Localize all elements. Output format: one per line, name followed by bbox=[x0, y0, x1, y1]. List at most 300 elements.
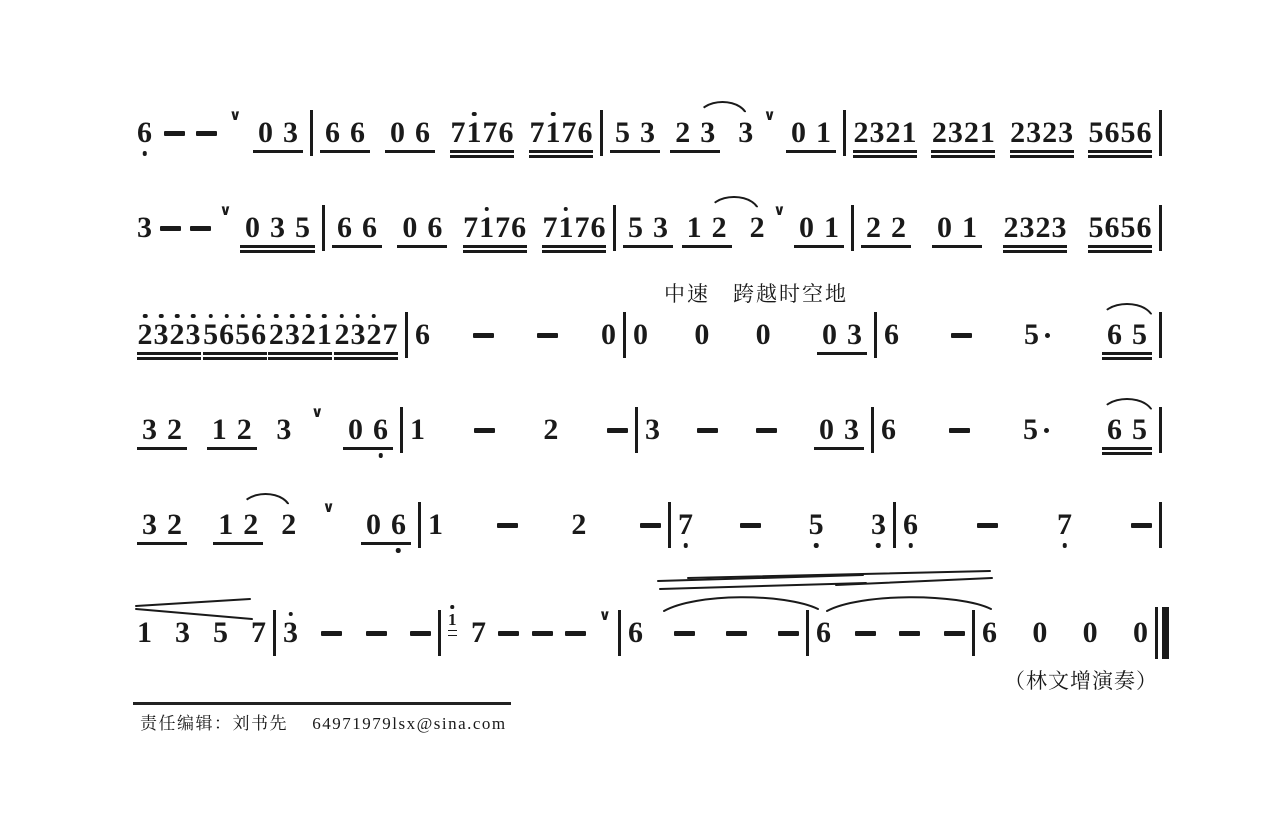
digit-group bbox=[213, 510, 263, 540]
beam-underline bbox=[861, 245, 911, 248]
digit: 1 bbox=[686, 211, 702, 244]
measure bbox=[603, 102, 843, 164]
note bbox=[343, 415, 393, 445]
digit: 6 bbox=[251, 320, 266, 350]
grace-note bbox=[448, 611, 457, 628]
note bbox=[410, 415, 425, 445]
duration-dash bbox=[498, 631, 519, 636]
duration-dash bbox=[537, 333, 558, 338]
note bbox=[428, 510, 443, 540]
note bbox=[137, 618, 152, 648]
note bbox=[816, 618, 831, 648]
duration-dash bbox=[756, 428, 777, 433]
note bbox=[633, 320, 648, 350]
beam-underline bbox=[931, 150, 995, 153]
beam-underline bbox=[1003, 250, 1067, 253]
digit: 3 bbox=[653, 211, 668, 244]
duration-dash bbox=[366, 631, 387, 636]
digit: 0 bbox=[818, 413, 834, 446]
digit: 3 bbox=[871, 510, 886, 540]
final-barline-thin bbox=[1155, 607, 1158, 659]
digit: 7 bbox=[574, 211, 590, 244]
digit-group bbox=[268, 320, 332, 350]
digit-group bbox=[809, 510, 824, 540]
barline bbox=[1159, 407, 1162, 453]
note bbox=[932, 213, 982, 243]
digit: 5 bbox=[1088, 211, 1104, 244]
note bbox=[253, 118, 303, 148]
digit: 0 bbox=[694, 318, 710, 351]
digit: 2 bbox=[269, 320, 284, 350]
beam-underline bbox=[1102, 447, 1152, 450]
note bbox=[601, 320, 616, 350]
digit: 1 bbox=[901, 116, 917, 149]
note bbox=[738, 118, 753, 148]
digit: 3 bbox=[1026, 116, 1042, 149]
digit: 6 bbox=[391, 510, 406, 540]
beam-underline bbox=[542, 250, 606, 253]
breath-mark: ∨ bbox=[322, 498, 335, 516]
digit: 0 bbox=[1082, 616, 1098, 649]
digit: 5 bbox=[809, 510, 824, 540]
note bbox=[794, 213, 844, 243]
digit: 3 bbox=[947, 116, 963, 149]
octave-dot-above bbox=[224, 314, 229, 319]
digit: 1 bbox=[558, 213, 573, 243]
octave-dot-above bbox=[372, 314, 377, 319]
beam-underline bbox=[529, 155, 593, 158]
digit-group bbox=[415, 320, 430, 350]
digit: 1 bbox=[410, 413, 425, 446]
digit-group bbox=[283, 618, 298, 648]
digit: 3 bbox=[186, 320, 201, 350]
digit: 0 bbox=[790, 116, 806, 149]
beam-underline bbox=[682, 245, 732, 248]
octave-dot-above bbox=[191, 314, 196, 319]
octave-dot-below bbox=[396, 548, 401, 553]
note bbox=[450, 118, 514, 148]
note bbox=[610, 118, 660, 148]
digit: 0 bbox=[821, 318, 837, 351]
beam-underline bbox=[1088, 150, 1152, 153]
beam-underline bbox=[670, 150, 720, 153]
duration-dash bbox=[607, 428, 628, 433]
digit: 6 bbox=[373, 415, 388, 445]
beam-underline bbox=[610, 150, 660, 153]
digit-group bbox=[623, 213, 673, 243]
digit: 3 bbox=[142, 508, 157, 541]
digit: 2 bbox=[931, 116, 947, 149]
tie-group bbox=[682, 213, 765, 243]
duration-dash bbox=[951, 333, 972, 338]
digit: 7 bbox=[1057, 510, 1072, 540]
note bbox=[415, 320, 430, 350]
digit: 5 bbox=[203, 320, 218, 350]
breath-mark: ∨ bbox=[219, 201, 232, 219]
digit: 3 bbox=[283, 116, 298, 149]
digit-group bbox=[1102, 415, 1152, 445]
beam-underline bbox=[463, 245, 527, 248]
digit: 6 bbox=[982, 616, 997, 649]
digit-group bbox=[645, 415, 660, 445]
digit: 5 bbox=[1120, 211, 1136, 244]
beam-underline bbox=[385, 150, 435, 153]
note bbox=[1102, 415, 1152, 445]
octave-dot-above bbox=[322, 314, 327, 319]
note bbox=[268, 320, 332, 350]
beam-underline bbox=[814, 447, 864, 450]
digit: 0 bbox=[798, 211, 814, 244]
breath-mark: ∨ bbox=[311, 403, 324, 421]
digit: 2 bbox=[138, 320, 153, 350]
digit: 7 bbox=[529, 116, 545, 149]
score-line bbox=[130, 602, 1155, 664]
digit-group bbox=[361, 510, 411, 540]
digit: 0 bbox=[937, 211, 952, 244]
beam-underline bbox=[542, 245, 606, 248]
note bbox=[529, 118, 593, 148]
beam-underline bbox=[334, 352, 398, 355]
beam-underline bbox=[361, 542, 411, 545]
measure bbox=[626, 283, 874, 366]
duration-dash bbox=[1131, 523, 1152, 528]
digit: 7 bbox=[678, 510, 693, 540]
digit: 2 bbox=[334, 320, 349, 350]
beam-underline bbox=[450, 150, 514, 153]
digit-group bbox=[628, 618, 643, 648]
duration-dash bbox=[944, 631, 965, 636]
beam-underline bbox=[137, 542, 187, 545]
beam-underline bbox=[463, 250, 527, 253]
note bbox=[809, 510, 824, 540]
breath-mark: ∨ bbox=[763, 106, 776, 124]
digit-group bbox=[471, 618, 486, 648]
digit-group bbox=[385, 118, 435, 148]
digit: 3 bbox=[640, 116, 655, 149]
octave-dot-above bbox=[551, 112, 556, 117]
digit: 0 bbox=[755, 318, 771, 351]
digit: 6 bbox=[903, 510, 918, 540]
digit-group bbox=[1083, 618, 1098, 648]
duration-dash bbox=[697, 428, 718, 433]
note bbox=[1088, 118, 1152, 148]
digit: 7 bbox=[561, 116, 577, 149]
duration-dash bbox=[160, 226, 181, 231]
digit: 3 bbox=[283, 618, 298, 648]
digit-group bbox=[320, 118, 370, 148]
digit: 2 bbox=[1003, 211, 1019, 244]
digit: 6 bbox=[350, 116, 365, 149]
digit-group bbox=[450, 118, 514, 148]
note bbox=[213, 618, 228, 648]
beam-underline bbox=[1102, 357, 1152, 360]
digit: 6 bbox=[362, 211, 377, 244]
duration-dash bbox=[740, 523, 761, 528]
digit: 2 bbox=[711, 211, 727, 244]
octave-dot-above bbox=[472, 112, 477, 117]
note bbox=[385, 118, 435, 148]
digit-group bbox=[137, 510, 187, 540]
digit: 2 bbox=[866, 211, 881, 244]
digit: 0 bbox=[1032, 616, 1048, 649]
digit: 3 bbox=[846, 318, 862, 351]
digit: 3 bbox=[270, 211, 285, 244]
digit: 6 bbox=[1104, 211, 1120, 244]
digit: 5 bbox=[295, 211, 310, 244]
digit: 0 bbox=[258, 116, 273, 149]
beam-underline bbox=[334, 357, 398, 360]
augmentation-dot bbox=[1044, 428, 1049, 433]
note bbox=[334, 320, 398, 350]
beam-underline bbox=[268, 352, 332, 355]
digit-group bbox=[428, 510, 443, 540]
score-line bbox=[130, 102, 1155, 164]
beam-underline bbox=[320, 150, 370, 153]
digit: 2 bbox=[1010, 116, 1026, 149]
digit: 2 bbox=[543, 413, 559, 446]
note bbox=[786, 118, 836, 148]
measure bbox=[130, 304, 405, 366]
digit: 6 bbox=[219, 320, 234, 350]
digit-group bbox=[756, 320, 771, 350]
breath-mark: ∨ bbox=[229, 106, 242, 124]
duration-dash bbox=[726, 631, 747, 636]
digit-group bbox=[982, 618, 997, 648]
digit-group bbox=[397, 213, 447, 243]
measure bbox=[130, 494, 418, 556]
note bbox=[463, 213, 527, 243]
digit-group bbox=[213, 618, 228, 648]
octave-dot-above bbox=[356, 314, 361, 319]
duration-dash bbox=[190, 226, 211, 231]
note bbox=[1010, 118, 1074, 148]
beam-underline bbox=[213, 542, 263, 545]
digit-group bbox=[1102, 320, 1152, 350]
digit: 5 bbox=[615, 116, 630, 149]
measure bbox=[325, 197, 613, 259]
measure bbox=[809, 602, 972, 664]
beam-underline bbox=[448, 635, 457, 637]
measure bbox=[421, 494, 668, 556]
duration-dash bbox=[899, 631, 920, 636]
duration-dash bbox=[321, 631, 342, 636]
octave-dot-above bbox=[484, 207, 489, 212]
octave-dot-above bbox=[340, 314, 345, 319]
digit-group bbox=[678, 510, 693, 540]
breath-mark: ∨ bbox=[773, 201, 786, 219]
octave-dot-above bbox=[240, 314, 245, 319]
digit: 2 bbox=[366, 320, 381, 350]
note bbox=[281, 510, 296, 540]
digit-group bbox=[1057, 510, 1072, 540]
note bbox=[884, 320, 899, 350]
digit: 6 bbox=[325, 116, 340, 149]
beam-underline bbox=[853, 150, 917, 153]
duration-dash bbox=[474, 428, 495, 433]
measure bbox=[874, 399, 1159, 461]
note bbox=[861, 213, 911, 243]
digit: 1 bbox=[479, 213, 494, 243]
score-line bbox=[130, 197, 1155, 259]
barline bbox=[1159, 502, 1162, 548]
note bbox=[1088, 213, 1152, 243]
measure bbox=[638, 399, 871, 461]
digit: 2 bbox=[167, 413, 182, 446]
digit: 1 bbox=[137, 616, 152, 649]
octave-dot-below bbox=[876, 543, 881, 548]
barline bbox=[1159, 312, 1162, 358]
beam-underline bbox=[240, 250, 315, 253]
digit: 5 bbox=[1024, 318, 1039, 351]
duration-dash bbox=[949, 428, 970, 433]
digit-group bbox=[817, 320, 867, 350]
duration-dash bbox=[640, 523, 661, 528]
digit-group bbox=[1088, 118, 1152, 148]
digit: 6 bbox=[498, 116, 514, 149]
note bbox=[623, 213, 673, 243]
digit: 6 bbox=[415, 116, 430, 149]
beam-underline bbox=[529, 150, 593, 153]
octave-dot-above bbox=[564, 207, 569, 212]
score-line bbox=[130, 494, 1155, 556]
digit: 3 bbox=[285, 320, 300, 350]
digit-group bbox=[738, 118, 753, 148]
tie-group bbox=[670, 118, 753, 148]
note bbox=[332, 213, 382, 243]
digit-group bbox=[881, 415, 896, 445]
digit-group bbox=[529, 118, 593, 148]
digit: 0 bbox=[402, 211, 418, 244]
beam-underline bbox=[343, 447, 393, 450]
beam-underline bbox=[203, 357, 267, 360]
digit: 6 bbox=[1104, 116, 1120, 149]
digit-group bbox=[794, 213, 844, 243]
footer-rule bbox=[133, 702, 511, 705]
measure bbox=[130, 102, 310, 164]
digit-group bbox=[334, 320, 398, 350]
duration-dash bbox=[497, 523, 518, 528]
note bbox=[207, 415, 257, 445]
footer-editor-contact: 责任编辑：刘书先 64971979lsx@sina.com bbox=[140, 714, 507, 733]
digit: 2 bbox=[167, 508, 182, 541]
beam-underline bbox=[623, 245, 673, 248]
note bbox=[137, 320, 201, 350]
digit-group bbox=[853, 118, 917, 148]
note bbox=[361, 510, 411, 540]
digit: 3 bbox=[350, 320, 365, 350]
duration-dash bbox=[674, 631, 695, 636]
digit: 6 bbox=[511, 211, 527, 244]
digit: 3 bbox=[738, 116, 754, 149]
digit: 0 bbox=[390, 116, 405, 149]
note bbox=[1003, 213, 1067, 243]
digit-group bbox=[137, 415, 187, 445]
measure bbox=[276, 602, 438, 664]
beam-underline bbox=[240, 245, 315, 248]
note bbox=[853, 118, 917, 148]
digit: 1 bbox=[979, 116, 995, 149]
digit: 1 bbox=[448, 611, 457, 628]
beam-underline bbox=[397, 245, 447, 248]
digit: 0 bbox=[633, 318, 648, 351]
digit: 1 bbox=[211, 413, 227, 446]
digit: 6 bbox=[137, 118, 152, 148]
duration-dash bbox=[164, 131, 185, 136]
note bbox=[931, 118, 995, 148]
digit: 2 bbox=[675, 116, 691, 149]
digit: 6 bbox=[628, 616, 643, 649]
duration-dash bbox=[196, 131, 217, 136]
digit: 1 bbox=[218, 508, 234, 541]
note bbox=[283, 618, 298, 648]
digit: 2 bbox=[170, 320, 185, 350]
beam-underline bbox=[1088, 245, 1152, 248]
beam-underline bbox=[1003, 245, 1067, 248]
digit: 5 bbox=[628, 211, 643, 244]
digit: 5 bbox=[1132, 318, 1147, 351]
note bbox=[276, 415, 291, 445]
digit-group bbox=[814, 415, 864, 445]
measure bbox=[313, 102, 600, 164]
note bbox=[628, 618, 643, 648]
digit-group bbox=[694, 320, 709, 350]
measure bbox=[671, 494, 893, 556]
final-barline-thick bbox=[1162, 607, 1169, 659]
digit: 3 bbox=[137, 211, 152, 244]
digit-group bbox=[281, 510, 296, 540]
digit: 7 bbox=[482, 116, 498, 149]
digit-group bbox=[871, 510, 886, 540]
digit: 2 bbox=[243, 508, 259, 541]
digit: 7 bbox=[251, 616, 266, 649]
beam-underline bbox=[253, 150, 303, 153]
digit: 6 bbox=[1136, 211, 1152, 244]
digit-group bbox=[816, 618, 831, 648]
digit: 0 bbox=[365, 508, 381, 541]
digit: 7 bbox=[450, 116, 466, 149]
duration-dash bbox=[565, 631, 586, 636]
measure bbox=[896, 494, 1159, 556]
digit: 6 bbox=[1136, 116, 1152, 149]
digit: 5 bbox=[1023, 413, 1038, 446]
digit-group bbox=[861, 213, 911, 243]
octave-dot-above bbox=[451, 605, 455, 609]
measure bbox=[877, 304, 1159, 366]
digit: 1 bbox=[546, 118, 561, 148]
beam-underline bbox=[207, 447, 257, 450]
note bbox=[1023, 415, 1049, 445]
note bbox=[1032, 618, 1047, 648]
note bbox=[756, 320, 771, 350]
barline bbox=[1159, 205, 1162, 251]
digit-group bbox=[1010, 118, 1074, 148]
digit: 3 bbox=[1058, 116, 1074, 149]
digit-group bbox=[1133, 618, 1148, 648]
octave-dot-above bbox=[143, 314, 148, 319]
digit: 7 bbox=[463, 211, 479, 244]
beam-underline bbox=[448, 630, 457, 632]
note bbox=[1102, 320, 1152, 350]
tempo-annotation: 中速 跨越时空地 bbox=[664, 283, 848, 306]
note bbox=[1133, 618, 1148, 648]
octave-dot-above bbox=[175, 314, 180, 319]
digit-group bbox=[931, 118, 995, 148]
digit: 3 bbox=[276, 413, 292, 446]
beam-underline bbox=[1010, 150, 1074, 153]
digit: 3 bbox=[645, 413, 660, 446]
digit: 3 bbox=[843, 413, 859, 446]
breath-mark: ∨ bbox=[598, 606, 611, 624]
